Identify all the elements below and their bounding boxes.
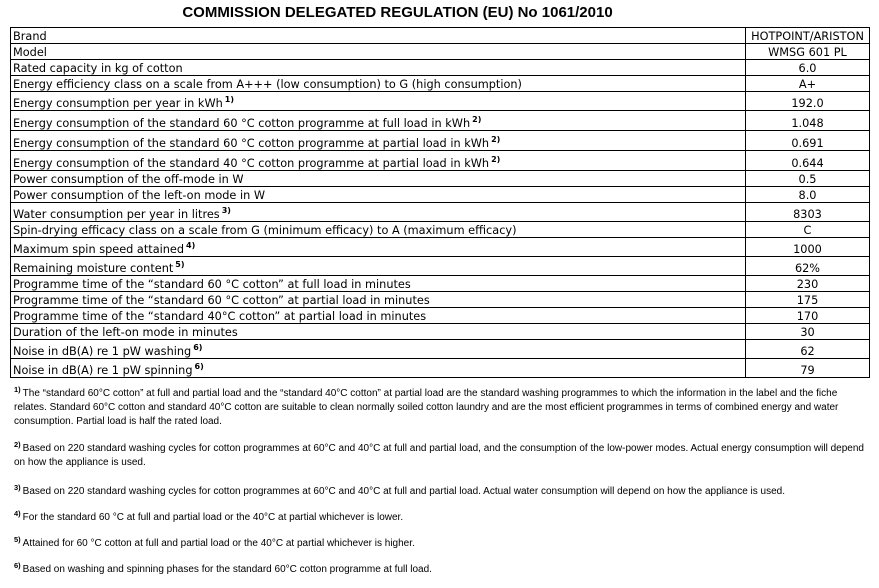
- footnote-mark: 5): [14, 535, 21, 544]
- row-label-text: Power consumption of the left-on mode in W: [13, 189, 266, 202]
- row-value: 175: [746, 292, 870, 308]
- footnote-mark: 6): [14, 561, 21, 570]
- row-label: [11, 187, 746, 203]
- footnote-text: Attained for 60 °C cotton at full and partial load or the 40°C at partial whichever is higher.: [22, 538, 415, 549]
- row-label-text: Noise in dB(A) re 1 pW washing: [13, 345, 192, 358]
- row-label: [11, 28, 746, 44]
- row-value: 30: [746, 324, 870, 340]
- row-label-text: Model: [13, 46, 47, 59]
- row-value: 8.0: [746, 187, 870, 203]
- row-label-text: Noise in dB(A) re 1 pW spinning: [13, 364, 193, 377]
- footnote-text: Based on 220 standard washing cycles for cotton programmes at 60°C and 40°C at full and partial load, and the consumption of the low-power modes. Actual energy consumption will depend on how the appliance is used.: [14, 443, 864, 468]
- table-row: [11, 187, 870, 203]
- footnote-ref: 3): [221, 206, 231, 215]
- row-label-text: Energy consumption of the standard 40 °C cotton programme at partial load in kWh: [13, 157, 490, 170]
- footnote: [14, 563, 869, 577]
- row-value: 1.048: [746, 111, 870, 131]
- row-label: [11, 276, 746, 292]
- row-label-text: Spin-drying efficacy class on a scale from G (minimum efficacy) to A (maximum efficacy): [13, 224, 517, 237]
- footnote: [14, 387, 869, 429]
- row-value: 8303: [746, 203, 870, 222]
- footnote: [14, 442, 869, 470]
- row-value: HOTPOINT/ARISTON: [746, 28, 870, 44]
- row-value: 0.691: [746, 131, 870, 151]
- row-label: [11, 151, 746, 171]
- footnote-ref: 2): [491, 135, 501, 144]
- row-label-text: Energy consumption per year in kWh: [13, 97, 223, 110]
- row-label: [11, 359, 746, 378]
- row-label-text: Remaining moisture content: [13, 262, 174, 275]
- footnote-ref: 1): [224, 95, 235, 104]
- row-value: 79: [746, 359, 870, 378]
- row-value: 192.0: [746, 92, 870, 111]
- row-label-text: Programme time of the “standard 60 °C cotton” at partial load in minutes: [13, 294, 430, 307]
- footnote-ref: 5): [175, 260, 185, 269]
- row-label-text: Duration of the left-on mode in minutes: [13, 326, 238, 339]
- table-row: [11, 131, 870, 151]
- footnote-mark: 2): [14, 440, 21, 449]
- footnote-text: For the standard 60 °C at full and partial load or the 40°C at partial whichever is lower.: [22, 512, 404, 523]
- table-row: [11, 359, 870, 378]
- row-label: [11, 292, 746, 308]
- row-label: [11, 222, 746, 238]
- row-label: [11, 131, 746, 151]
- footnote-mark: 4): [14, 509, 21, 518]
- footnote-ref: 4): [186, 241, 196, 250]
- row-label: [11, 203, 746, 222]
- row-label: [11, 257, 746, 276]
- footnote: [14, 485, 869, 499]
- table-row: [11, 324, 870, 340]
- row-label: [11, 324, 746, 340]
- row-label-text: Rated capacity in kg of cotton: [13, 62, 183, 75]
- table-row: [11, 111, 870, 131]
- row-label-text: Programme time of the “standard 40°C cotton” at partial load in minutes: [13, 310, 427, 323]
- row-label: [11, 60, 746, 76]
- table-row: [11, 44, 870, 60]
- row-value: 6.0: [746, 60, 870, 76]
- table-row: [11, 92, 870, 111]
- row-value: 0.5: [746, 171, 870, 187]
- row-label-text: Water consumption per year in litres: [13, 208, 220, 221]
- table-row: [11, 76, 870, 92]
- row-value: 230: [746, 276, 870, 292]
- table-row: [11, 151, 870, 171]
- row-value: C: [746, 222, 870, 238]
- footnote-ref: 2): [472, 115, 482, 124]
- row-value: 0.644: [746, 151, 870, 171]
- row-value: 170: [746, 308, 870, 324]
- footnote-text: Based on 220 standard washing cycles for cotton programmes at 60°C and 40°C at full and partial load. Actual water consumption will depend on how the appliance is used.: [22, 486, 786, 497]
- row-label: [11, 171, 746, 187]
- row-value: A+: [746, 76, 870, 92]
- table-row: [11, 222, 870, 238]
- table-row: [11, 238, 870, 257]
- footnote: [14, 537, 869, 551]
- footnote-ref: 6): [193, 343, 203, 352]
- row-label: [11, 92, 746, 111]
- table-row: [11, 308, 870, 324]
- footnote: [14, 511, 869, 525]
- row-label-text: Programme time of the “standard 60 °C cotton” at full load in minutes: [13, 278, 411, 291]
- page-title: COMMISSION DELEGATED REGULATION (EU) No 1061/2010: [182, 4, 613, 21]
- footnote-mark: 3): [14, 483, 21, 492]
- row-value: 62%: [746, 257, 870, 276]
- row-label-text: Brand: [13, 30, 47, 43]
- row-label-text: Energy efficiency class on a scale from A+++ (low consumption) to G (high consumption): [13, 78, 522, 91]
- row-label: [11, 238, 746, 257]
- table-row: [11, 203, 870, 222]
- row-value: 62: [746, 340, 870, 359]
- row-label: [11, 340, 746, 359]
- table-row: [11, 171, 870, 187]
- row-label-text: Power consumption of the off-mode in W: [13, 173, 244, 186]
- footnote-mark: 1): [14, 385, 21, 394]
- footnote-text: Based on washing and spinning phases for the standard 60°C cotton programme at full load.: [22, 564, 432, 575]
- footnote-ref: 6): [194, 362, 204, 371]
- table-row: [11, 257, 870, 276]
- table-row: [11, 28, 870, 44]
- row-label: [11, 44, 746, 60]
- specification-table: [10, 27, 870, 378]
- table-row: [11, 340, 870, 359]
- footnote-ref: 2): [491, 155, 501, 164]
- table-row: [11, 276, 870, 292]
- table-row: [11, 292, 870, 308]
- table-row: [11, 60, 870, 76]
- footnote-text: The “standard 60°C cotton” at full and partial load and the “standard 40°C cotton” at partial load are the standard washing programmes to which the information in the label and the fiche relates. Standard 60°C cotton and standard 40°C cotton are suitable to clean normally soiled cotton laundry and are the most efficient programmes in terms of combined energy and water consumption. Partial load is half the rated load.: [14, 388, 839, 427]
- row-value: 1000: [746, 238, 870, 257]
- row-label-text: Maximum spin speed attained: [13, 243, 185, 256]
- row-label-text: Energy consumption of the standard 60 °C cotton programme at partial load in kWh: [13, 137, 490, 150]
- row-value: WMSG 601 PL: [746, 44, 870, 60]
- row-label: [11, 308, 746, 324]
- row-label: [11, 111, 746, 131]
- row-label-text: Energy consumption of the standard 60 °C cotton programme at full load in kWh: [13, 117, 471, 130]
- row-label: [11, 76, 746, 92]
